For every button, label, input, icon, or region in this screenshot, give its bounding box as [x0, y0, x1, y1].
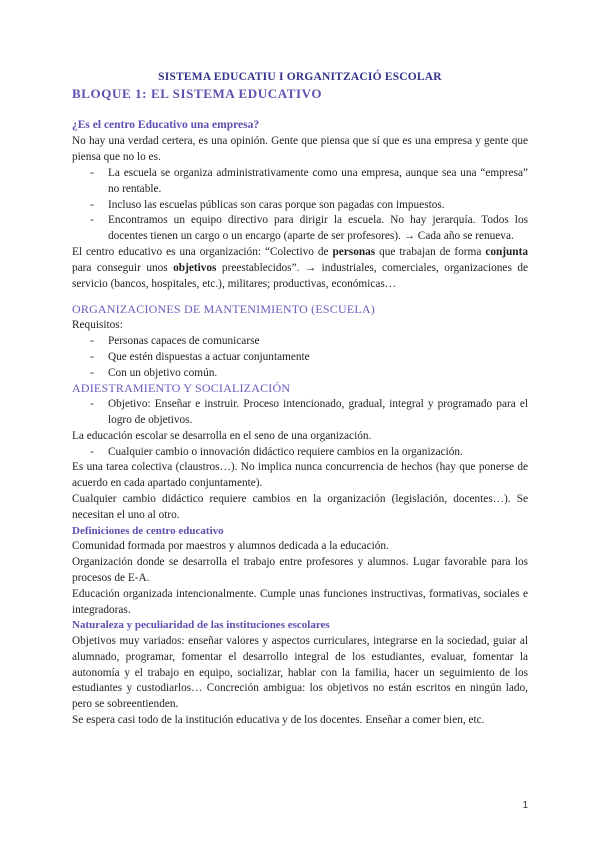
paragraph: Objetivos muy variados: enseñar valores y aspectos curriculares, integrarse en la sociedad, guiar al alumnado, programar, fomentar el desarrollo integral de los estudiantes, evaluar, fomentar la autonomía y el trabajo en equipo, socializar, hablar con la familia, hacer un seguimiento de los estudiantes y custodiarlos… Concreción ambigua: los objetivos no están escritos en ningún lado, pero se sobreentienden. — [72, 635, 528, 711]
organization-definition: El centro educativo es una organización: “Colectivo de personas que trabajan de forma conjunta para conseguir unos objetivos preestablecidos”. → industriales, comerciales, organizaciones de servicio (bancos, hospitales, etc.), militares; productivas, económicas… — [72, 245, 528, 290]
list-item: - Incluso las escuelas públicas son caras porque son pagadas con impuestos. — [90, 198, 445, 211]
list-item: - Encontramos un equipo directivo para dirigir la escuela. No hay jerarquía. Todos los docentes tienen un cargo o un encargo (aparte de ser profesores). → Cada año se renueva. — [90, 214, 528, 243]
paragraph: Organización donde se desarrolla el trabajo entre profesores y alumnos. Lugar favorable para los procesos de E-A. — [72, 556, 528, 584]
paragraph: Educación organizada intencionalmente. Cumple unas funciones instructivas, formativas, sociales e integradoras. — [72, 587, 528, 616]
list-item: - Cualquier cambio o innovación didáctico requiere cambios en la organización. — [90, 445, 463, 458]
section-heading-adiestramiento: ADIESTRAMIENTO Y SOCIALIZACIÓN — [72, 381, 291, 396]
empresa-list — [72, 166, 528, 245]
intro-paragraph: No hay una verdad certera, es una opinión. Gente que piensa que sí que es una empresa y gente que piensa que no lo es. — [72, 135, 528, 164]
objetivo-list — [72, 397, 528, 429]
paragraph: La educación escolar se desarrolla en el seno de una organización. — [72, 429, 372, 442]
paragraph: Cualquier cambio didáctico requiere cambios en la organización (legislación, docentes…). Se necesitan el uno al otro. — [72, 492, 528, 521]
section-heading-mantenimiento: ORGANIZACIONES DE MANTENIMIENTO (ESCUELA) — [72, 302, 375, 317]
requisitos-label: Requisitos: — [72, 319, 123, 332]
paragraph: Comunidad formada por maestros y alumnos dedicada a la educación. — [72, 540, 389, 553]
list-item: - Objetivo: Enseñar e instruir. Proceso intencionado, gradual, integral y programado para el logro de objetivos. — [90, 398, 528, 426]
section-heading-naturaleza: Naturaleza y peculiaridad de las instituciones escolares — [72, 619, 330, 632]
cambio-list — [72, 445, 528, 461]
list-item: - Con un objetivo común. — [90, 366, 218, 379]
list-item: - Que estén dispuestas a actuar conjuntamente — [90, 350, 310, 363]
paragraph: Es una tarea colectiva (claustros…). No implica nunca concurrencia de hechos (hay que ponerse de acuerdo en cada apartado conjuntamente). — [72, 461, 528, 490]
page-number: 1 — [522, 800, 528, 811]
section-heading-definiciones: Definiciones de centro educativo — [72, 524, 224, 537]
paragraph: Se espera casi todo de la institución educativa y de los docentes. Enseñar a comer bien, etc. — [72, 714, 485, 727]
list-item: - Personas capaces de comunicarse — [90, 334, 260, 347]
requisitos-list — [72, 334, 528, 381]
list-item: - La escuela se organiza administrativamente como una empresa, aunque sea una “empresa” no rentable. — [90, 166, 528, 195]
document-title: SISTEMA EDUCATIU I ORGANITZACIÓ ESCOLAR — [158, 71, 442, 83]
document-page — [72, 70, 528, 729]
section-question: ¿Es el centro Educativo una empresa? — [72, 118, 260, 131]
block-title: BLOQUE 1: EL SISTEMA EDUCATIVO — [72, 85, 323, 101]
